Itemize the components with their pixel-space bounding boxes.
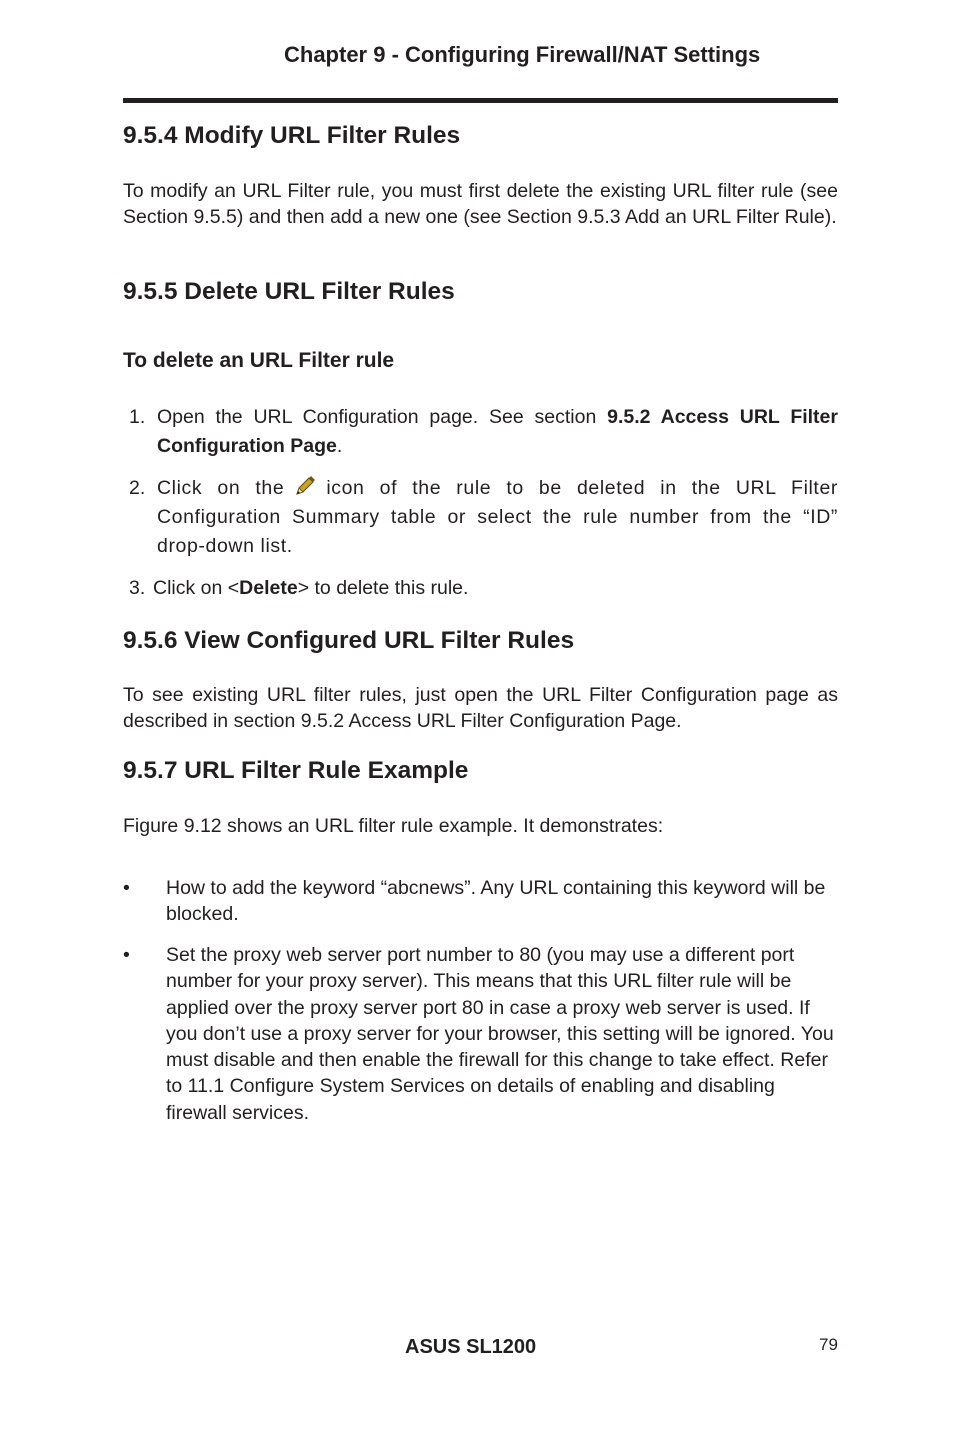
header-divider [123,98,838,103]
section-9-5-4-body: To modify an URL Filter rule, you must first delete the existing URL filter rule (see Section 9.5.5) and then add a new one (see Section 9.5.3 Add an URL Filter Rule). [123,180,838,228]
section-title-9-5-4: 9.5.4 Modify URL Filter Rules [123,122,461,149]
section-9-5-6-body: To see existing URL filter rules, just open the URL Filter Configuration page as described in section 9.5.2 Access URL Filter Configuration Page. [123,684,838,732]
bullet-icon: • [123,944,130,966]
list-item [129,574,838,604]
footer-product: ASUS SL1200 [405,1336,537,1358]
section-9-5-7-intro: Figure 9.12 shows an URL filter rule example. It demonstrates: [123,815,664,837]
section-title-9-5-5: 9.5.5 Delete URL Filter Rules [123,278,455,305]
step-text: Click on <Delete> to delete this rule. [153,577,469,599]
section-title-9-5-7: 9.5.7 URL Filter Rule Example [123,757,469,784]
page-number: 79 [819,1335,838,1354]
pencil-icon [292,475,318,497]
bullet-text: How to add the keyword “abcnews”. Any URL containing this keyword will be blocked. [166,877,826,926]
step-text: Click on the icon of the rule to be deleted in the URL Filter Configuration Summary table or select the rule number from the “ID” drop-down list. [157,477,838,557]
step-number: 2. [129,477,146,499]
subsection-title-delete: To delete an URL Filter rule [123,349,395,372]
step-number: 1. [129,406,146,428]
bullet-text: Set the proxy web server port number to 80 (you may use a different port number for your proxy server). This means that this URL filter rule will be applied over the proxy server port 80 in case a proxy web server is used. If you don’t use a proxy server for your browser, this setting will be ignored. You must disable and then enable the firewall for this change to take effect. Refer to 11.1 Configure System Services on details of enabling and disabling firewall services. [166,944,834,1124]
section-title-9-5-6: 9.5.6 View Configured URL Filter Rules [123,627,575,654]
list-item [123,942,838,1132]
bullet-icon: • [123,877,130,899]
list-item [129,474,838,564]
list-item [129,403,838,463]
chapter-header: Chapter 9 - Configuring Firewall/NAT Settings [284,42,761,67]
step-number: 3. [129,577,146,599]
list-item [123,875,838,930]
step-text: Open the URL Configuration page. See section 9.5.2 Access URL Filter Configuration Page. [157,406,838,457]
